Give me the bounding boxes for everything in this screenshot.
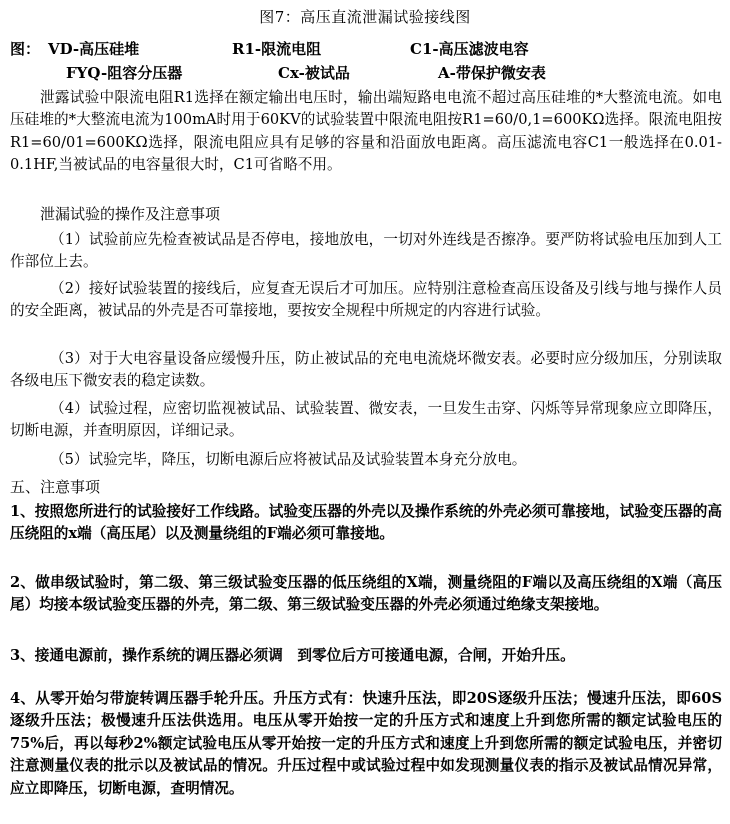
ops-item-4: （4）试验过程，应密切监视被试品、试验装置、微安表，一旦发生击穿、闪烁等异常现象应立即降压，切断电源，并查明原因，详细记录。	[10, 400, 722, 440]
legend-vd: VD-高压硅堆	[48, 40, 140, 58]
legend-cx: Cx-被试品	[278, 64, 350, 82]
ops-item-3: （3）对于大电容量设备应缓慢升压，防止被试品的充电电流烧坏微安表。必要时应分级加压，分别读取各级电压下微安表的稳定读数。	[10, 350, 722, 390]
ops-item-2: （2）接好试验装置的接线后，应复查无误后才可加压。应特别注意检查高压设备及引线与地与操作人员的安全距离，被试品的外壳是否可靠接地，要按安全规程中所规定的内容进行试验。	[10, 280, 722, 320]
section-5-heading: 五、注意事项	[10, 478, 101, 496]
legend-row-2	[0, 62, 730, 84]
legend-r1: R1-限流电阻	[232, 40, 322, 58]
legend-a: A-带保护微安表	[438, 64, 546, 82]
legend-row-1	[0, 38, 730, 60]
note-item-4: 4、从零开始匀带旋转调压器手轮升压。升压方式有：快速升压法，即20S逐级升压法；慢速升压法，即60S逐级升压法；极慢速升压法供选用。电压从零开始按一定的升压方式和速度上升到您所需的额定试验电压的75%后，再以每秒2%额定试验电压从零开始按一定的升压方式和速度上升到您所需的额定试验电压，并密切注意测量仪表的批示以及被试品的情况。升压过程中或试验过程中如发现测量仪表的指示及被试品情况异常，应立即降压，切断电源，查明情况。	[10, 690, 722, 797]
note-item-3: 3、接通电源前，操作系统的调压器必须调 到零位后方可接通电源，合闸，开始升压。	[10, 647, 575, 664]
ops-item-5: （5）试验完毕，降压，切断电源后应将被试品及试验装置本身充分放电。	[50, 451, 527, 468]
legend-fyq: FYQ-阻容分压器	[66, 64, 183, 82]
figure-title: 图7：高压直流泄漏试验接线图	[259, 8, 471, 26]
intro-paragraph: 泄露试验中限流电阻R1选择在额定输出电压时，输出端短路电电流不超过高压硅堆的*大整流电流。如电压硅堆的*大整流电流为100mA时用于60KV的试验装置中限流电阻按R1=60/0,1=600KΩ选择。限流电阻按R1=60/01=600KΩ选择，限流电阻应具有足够的容量和沿面放电距离。高压滤流电容C1一般选择在0.01-0.1HF,当被试品的电容量很大时，C1可省略不用。	[10, 89, 722, 174]
legend-c1: C1-高压滤波电容	[410, 40, 529, 58]
ops-heading: 泄漏试验的操作及注意事项	[40, 205, 221, 223]
note-item-1: 1、按照您所进行的试验接好工作线路。试验变压器的外壳以及操作系统的外壳必须可靠接地，试验变压器的高压绕阻的x端（高压尾）以及测量绕组的F端必须可靠接地。	[10, 503, 722, 543]
ops-item-1: （1）试验前应先检查被试品是否停电，接地放电，一切对外连线是否擦净。要严防将试验电压加到人工作部位上去。	[10, 231, 722, 271]
legend-prefix: 图：	[10, 40, 41, 58]
note-item-2: 2、做串级试验时，第二级、第三级试验变压器的低压绕组的X端，测量绕阻的F端以及高压绕组的X端（高压尾）均接本级试验变压器的外壳，第二级、第三级试验变压器的外壳必须通过绝缘支架接地。	[10, 574, 722, 614]
